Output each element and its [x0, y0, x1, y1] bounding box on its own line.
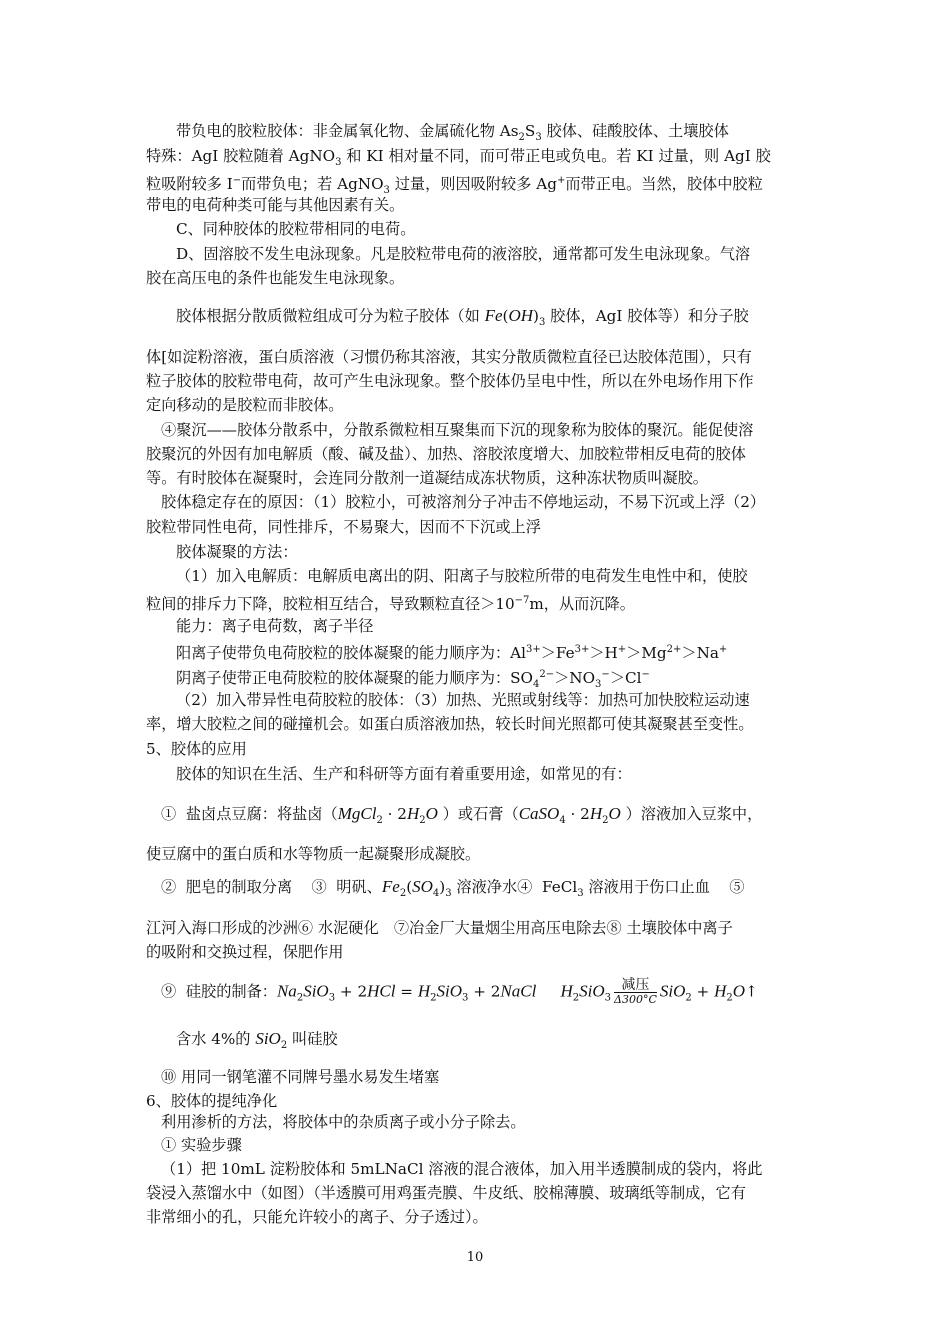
section-heading: 5、胶体的应用 [146, 740, 247, 758]
text-line: ② 肥皂的制取分离 ③ 明矾、$Fe_2(SO_4)_3$ 溶液净水④ FeCl$_3$ 溶液用于伤口止血 ⑤ [161, 877, 745, 899]
text-line: 含水 4%的 SiO$_2$ 叫硅胶 [176, 1029, 338, 1051]
text-line: 胶聚沉的外因有加电解质（酸、碱及盐）、加热、溶胶浓度增大、加胶粒带相反电荷的胶体 [146, 445, 746, 463]
text-line: 的吸附和交换过程，保肥作用 [146, 943, 344, 961]
text-line: 率，增大胶粒之间的碰撞机会。如蛋白质溶液加热，较长时间光照都可使其凝聚甚至变性。 [146, 715, 754, 733]
text-line: 粒吸附较多 I−而带负电；若 AgNO$_3$ 过量，则因吸附较多 Ag+而带正电。当然，胶体中胶粒 [146, 175, 763, 196]
text-line: ④聚沉——胶体分散系中，分散系微粒相互聚集而下沉的现象称为胶体的聚沉。能促使溶 [161, 421, 754, 439]
text-line: ① 实验步骤 [161, 1136, 242, 1154]
text-line: C、同种胶体的胶粒带相同的电荷。 [176, 220, 416, 238]
text-line: 带负电的胶粒胶体：非金属氧化物、金属硫化物 $As_2S_3$ 胶体、硅酸胶体、土壤胶体 [176, 122, 729, 143]
text-line: 江河入海口形成的沙洲⑥ 水泥硬化 ⑦冶金厂大量烟尘用高压电除去⑧ 土壤胶体中离子 [146, 919, 733, 937]
reaction-condition: $\frac{\text{减压}}{\Delta 300^\circ C}$ [614, 977, 657, 1006]
text-line: 定向移动的是胶粒而非胶体。 [146, 396, 344, 414]
text-line: 特殊：AgI 胶粒随着 AgNO$_3$ 和 KI 相对量不同，而可带正电或负电。若 KI 过量，则 AgI 胶 [146, 147, 771, 168]
text-line: （1）把 10mL 淀粉胶体和 5mLNaCl 溶液的混合液体，加入用半透膜制成的袋内，将此 [161, 1160, 763, 1178]
text-line: 带电的电荷种类可能与其他因素有关。 [146, 196, 405, 214]
text-line: 粒子胶体的胶粒带电荷，故可产生电泳现象。整个胶体仍呈电中性，所以在外电场作用下作 [146, 372, 754, 390]
text-line: 使豆腐中的蛋白质和水等物质一起凝聚形成凝胶。 [146, 845, 481, 863]
text-line: ① 盐卤点豆腐：将盐卤（MgCl$_2$ · $2H_2O$ ）或石膏（CaSO$_4$ · $2H_2O$ ）溶液加入豆浆中， [161, 804, 763, 826]
text-line: 利用渗析的方法，将胶体中的杂质离子或小分子除去。 [161, 1113, 526, 1131]
text-line: 非常细小的孔，只能允许较小的离子、分子透过）。 [146, 1208, 488, 1226]
text-line: 胶体根据分散质微粒组成可分为粒子胶体（如 $Fe(OH)_3$ 胶体，AgI 胶体等）和分子胶 [176, 306, 749, 328]
text-line: ⑩ 用同一钢笔灌不同牌号墨水易发生堵塞 [161, 1068, 440, 1086]
equation-line: ⑨ 硅胶的制备：$Na_2SiO_3 + 2HCl = H_2SiO_3$ + 2NaCl $H_2SiO_3$ $\frac{\text{减压}}{\Delta 300^\circ C}$ $SiO_2 + H_2O↑$ [161, 977, 758, 1006]
text-line: 胶粒带同性电荷，同性排斥，不易聚大，因而不下沉或上浮 [146, 518, 541, 536]
text-line: 袋浸入蒸馏水中（如图）（半透膜可用鸡蛋壳膜、牛皮纸、胶棉薄膜、玻璃纸等制成，它有 [146, 1184, 746, 1202]
text-line: 能力：离子电荷数，离子半径 [176, 617, 374, 635]
text-line: 阴离子使带正电荷胶粒的胶体凝聚的能力顺序为：$SO_4^{2-}>NO_3^->Cl^-$ [176, 669, 650, 690]
text-line: （1）加入电解质：电解质电离出的阴、阳离子与胶粒所带的电荷发生电性中和，使胶 [176, 567, 748, 585]
text-line: 体[如淀粉溶液，蛋白质溶液（习惯仍称其溶液，其实分散质微粒直径已达胶体范围），只有 [146, 348, 752, 366]
text-line: （2）加入带异性电荷胶粒的胶体：（3）加热、光照或射线等：加热可加快胶粒运动速 [176, 691, 750, 709]
text-line: 粒间的排斥力下降，胶粒相互结合，导致颗粒直径$>10^{-7}m$，从而沉降。 [146, 595, 635, 613]
page-number: 10 [466, 1250, 484, 1265]
text-line: 胶体稳定存在的原因：（1）胶粒小，可被溶剂分子冲击不停地运动，不易下沉或上浮（2） [161, 493, 766, 511]
text-line: 胶在高压电的条件也能发生电泳现象。 [146, 269, 405, 287]
text-line: 阳离子使带负电荷胶粒的胶体凝聚的能力顺序为：$Al^{3+}>Fe^{3+}>H^+>Mg^{2+}>Na^+$ [176, 644, 728, 662]
text-line: 等。有时胶体在凝聚时，会连同分散剂一道凝结成冻状物质，这种冻状物质叫凝胶。 [146, 469, 708, 487]
text-line: 胶体的知识在生活、生产和科研等方面有着重要用途，如常见的有： [176, 765, 632, 783]
text-line: 胶体凝聚的方法： [176, 543, 298, 561]
section-heading: 6、胶体的提纯净化 [146, 1092, 278, 1110]
text-line: D、固溶胶不发生电泳现象。凡是胶粒带电荷的液溶胶，通常都可发生电泳现象。气溶 [176, 245, 751, 263]
